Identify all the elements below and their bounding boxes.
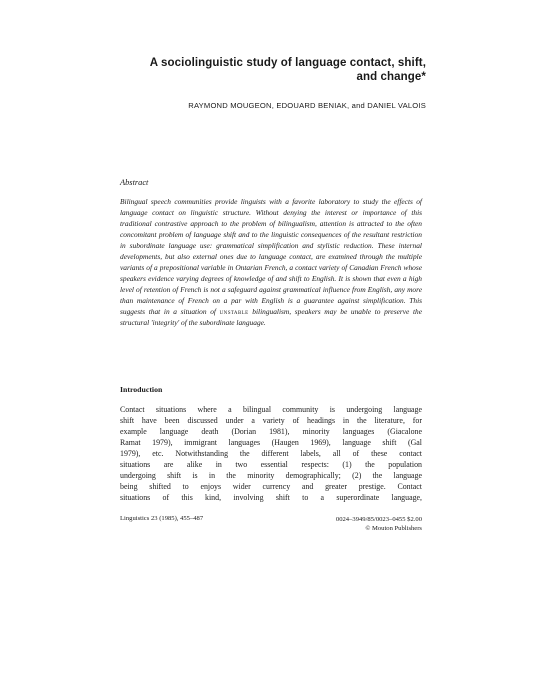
introduction-line: Contact situations where a bilingual community is undergoing language	[120, 405, 422, 414]
journal-citation: Linguistics 23 (1985), 455–487	[120, 515, 204, 522]
author-list: RAYMOND MOUGEON, EDOUARD BENIAK, and DANIEL VALOIS	[188, 101, 426, 110]
introduction-line: shift have been discussed under a variety of headings in the literature, for	[120, 416, 422, 425]
introduction-line: example language death (Dorian 1981), minority languages (Giacalone	[120, 427, 422, 436]
article-title-line-2: and change*	[356, 70, 426, 83]
introduction-line: situations are alike in two essential respects: (1) the population	[120, 460, 422, 469]
introduction-line: undergoing shift is in the minority demographically; (2) the language	[120, 471, 422, 480]
issn-price: 0024–3949/85/0023–0455 $2.00	[335, 516, 422, 523]
introduction-line: Ramat 1979), immigrant languages (Haugen 1969), language shift (Gal	[120, 438, 422, 447]
abstract-text-end: bilingualism, speakers may be unable to preserve the structural 'integrity' of the subordinate language.	[120, 307, 422, 327]
abstract-text	[120, 196, 422, 328]
abstract-text-main: Bilingual speech communities provide linguists with a favorite laboratory to study the effects of language contact on linguistic structure. Without denying the interest or importance of this traditional contrastive approach to the problem of bilingualism, attention is attracted to the often concomitant problem of language shift and to the linguistic consequences of the resultant restriction in subordinate language use: grammatical simplification and stylistic reduction. These internal developments, but also external ones due to language contact, are examined through the multiple variants of a prepositional variable in Ontarian French, a contact variety of Canadian French whose speakers evidence varying degrees of knowledge of and shift to English. It is shown that even a high level of retention of French is not a safeguard against grammatical influence from English, any more than maintenance of French on a par with English is a guarantee against simplification. This suggests that in a situation of	[120, 197, 422, 316]
publisher-copyright: © Mouton Publishers	[365, 525, 422, 532]
abstract-smallcaps-term: unstable	[219, 307, 249, 316]
abstract-heading: Abstract	[120, 178, 149, 187]
introduction-line: 1979), etc. Notwithstanding the different labels, all of these contact	[120, 449, 422, 458]
article-title	[110, 57, 426, 84]
article-title-line-1: A sociolinguistic study of language contact, shift,	[149, 57, 426, 69]
introduction-line: situations of this kind, involving shift to a superordinate language,	[120, 493, 422, 502]
introduction-heading: Introduction	[120, 385, 163, 394]
introduction-line: being shifted to enjoys wider currency and greater prestige. Contact	[120, 482, 422, 491]
introduction-text	[120, 404, 422, 503]
publication-info	[260, 515, 422, 533]
